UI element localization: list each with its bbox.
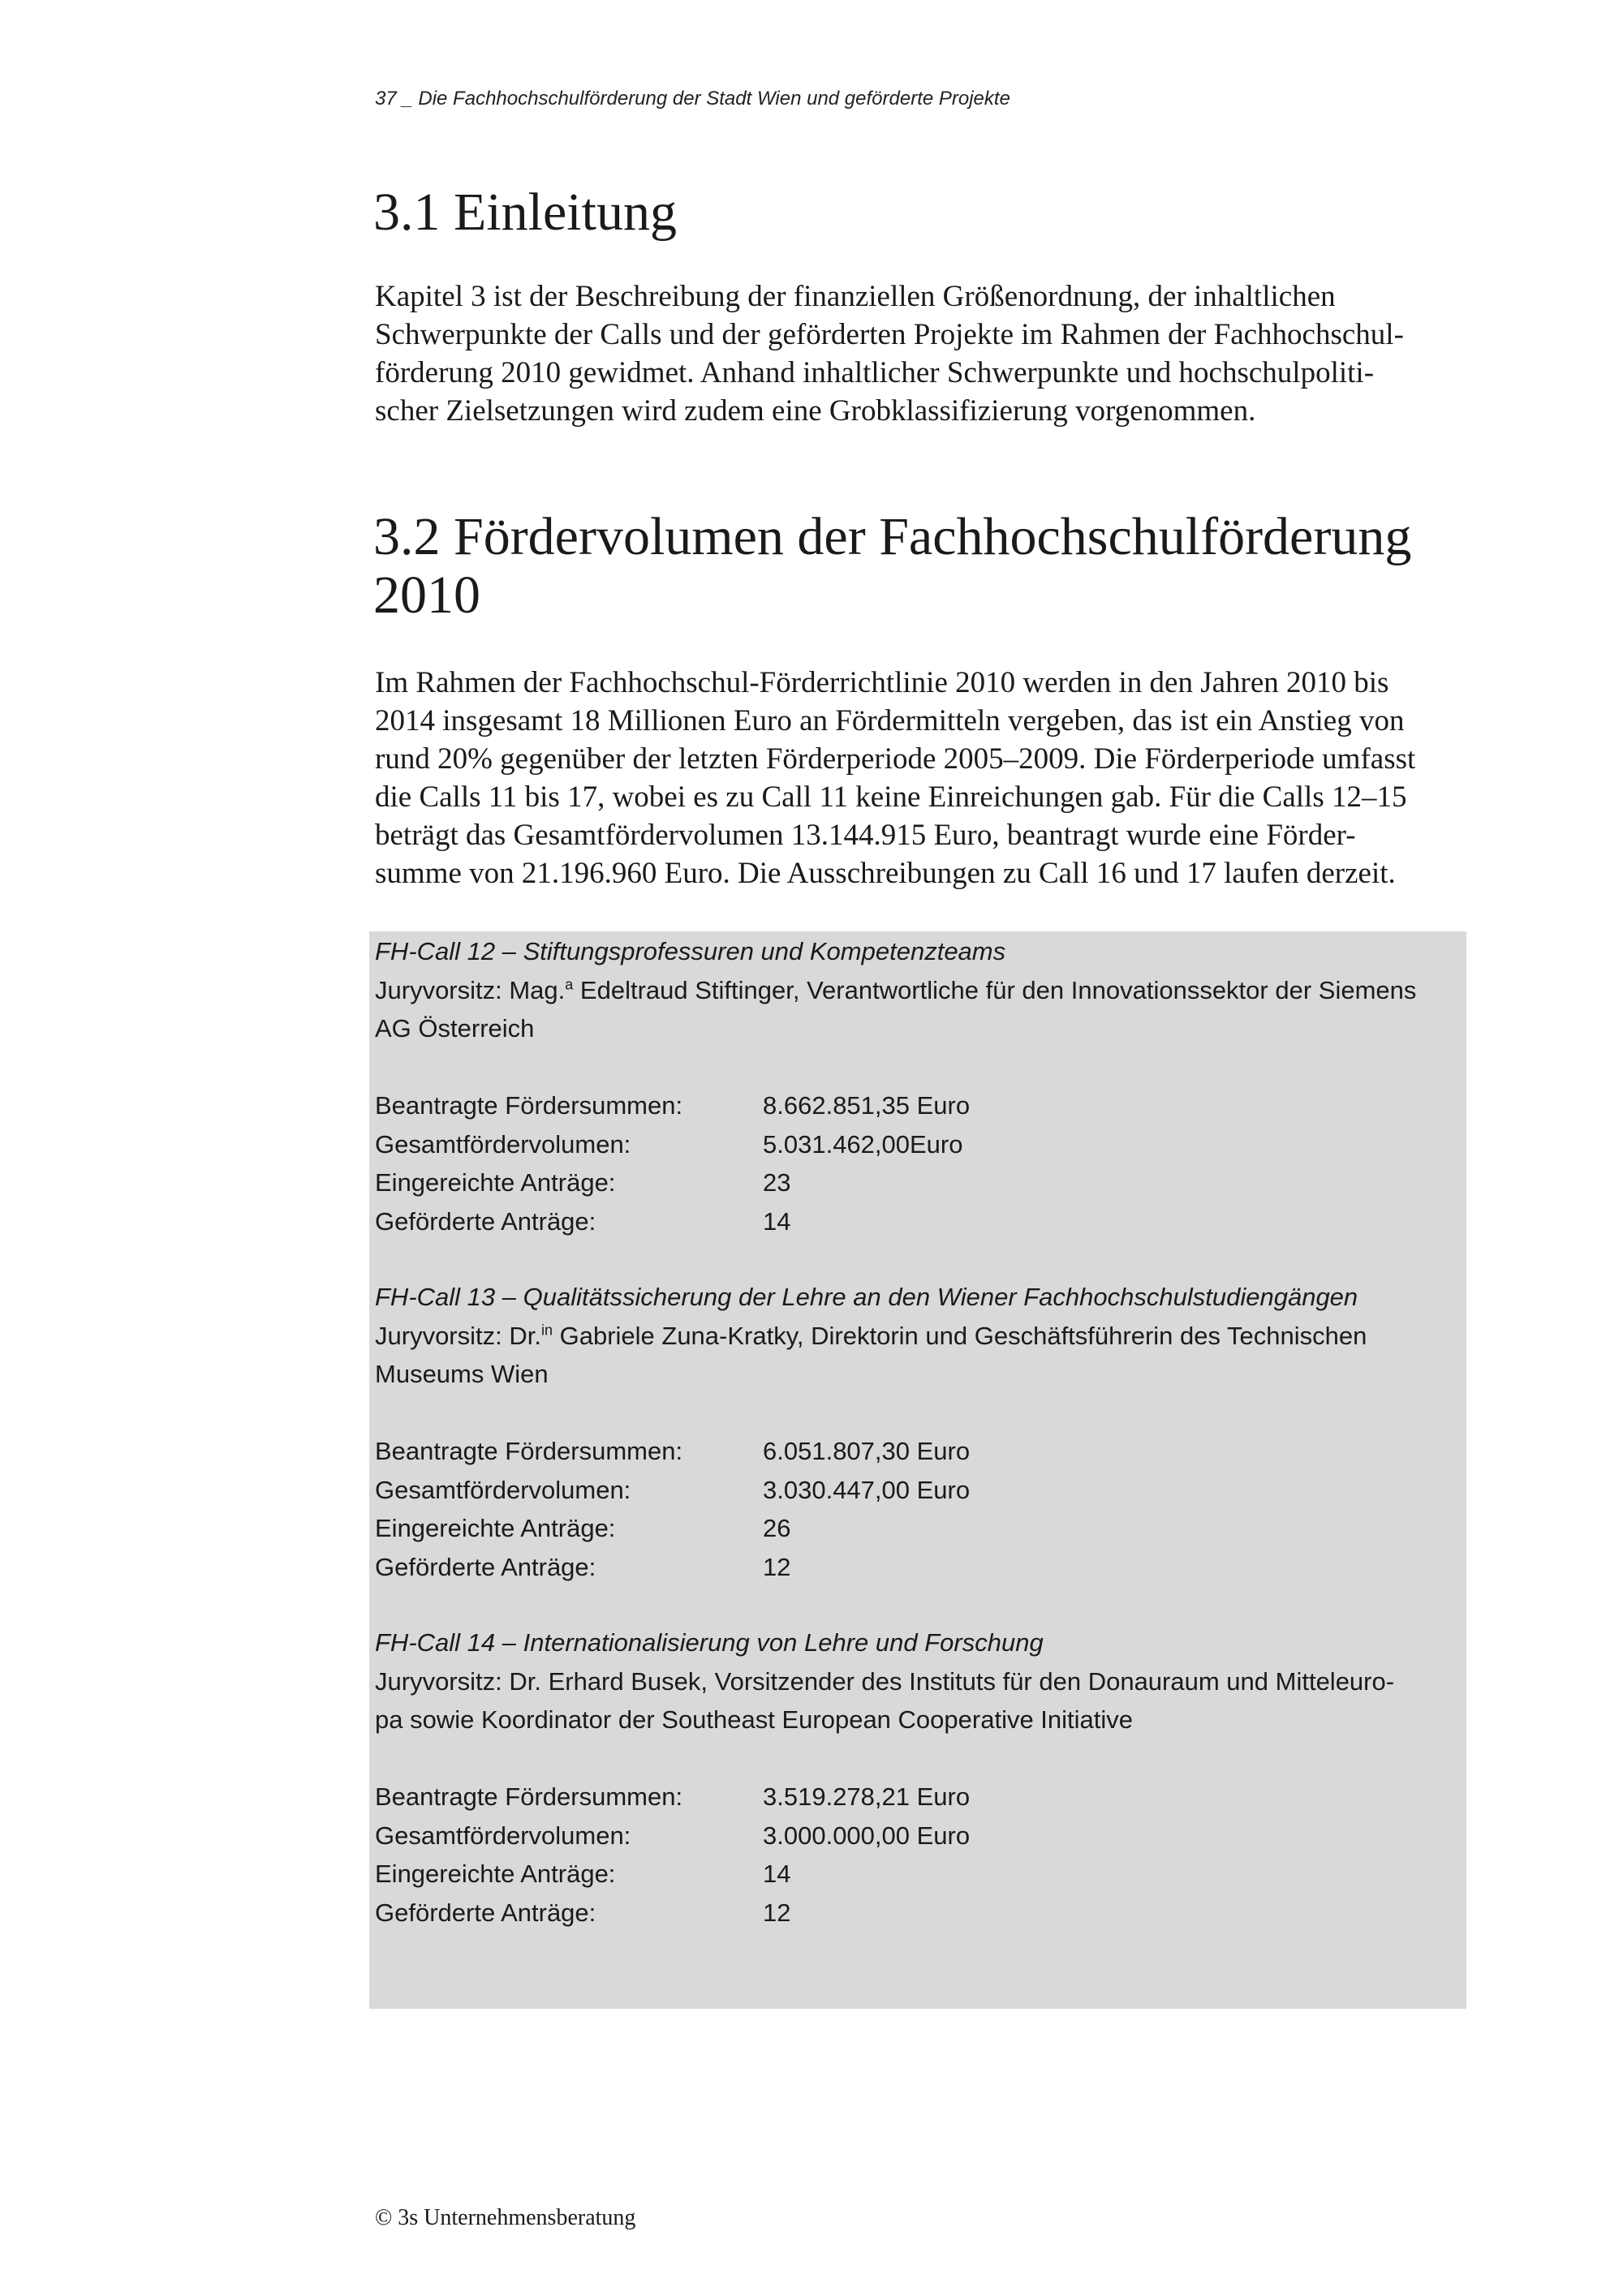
stat-label: Eingereichte Anträge: [375,1860,616,1888]
stat-row [375,1471,1464,1510]
stat-label: Beantragte Fördersummen: [375,1782,683,1811]
stat-label: Gesamtfördervolumen: [375,1821,631,1850]
stat-value: 3.030.447,00 Euro [763,1475,971,1504]
jury-rest: Gabriele Zuna-Kratky, Direktorin und Geschäftsführerin des Technischen [552,1321,1367,1350]
intro-line: Schwerpunkte der Calls und der geförderten Projekte im Rahmen der Fachhochschul- [375,318,1404,351]
jury-prefix: Juryvorsitz: Mag. [375,975,566,1004]
stat-value: 6.051.807,30 Euro [763,1437,971,1465]
calls-info-box [369,931,1466,2009]
stat-label: Gesamtfördervolumen: [375,1129,631,1159]
stat-value: 26 [763,1514,791,1542]
volume-line: rund 20% gegenüber der letzten Förderperiode 2005–2009. Die Förderperiode umfasst [375,742,1416,776]
call-title: FH-Call 14 – Internationalisierung von Lehre und Forschung [375,1628,1044,1657]
stat-row [375,1202,1464,1241]
section-title-line: 3.2 Fördervolumen der Fachhochschulförderung [373,507,1412,566]
section-title-foerdervolumen [373,508,1411,625]
stat-label: Beantragte Fördersummen: [375,1091,683,1120]
stat-value: 5.031.462,00Euro [763,1129,963,1159]
call-block [375,932,1464,1240]
intro-line: scher Zielsetzungen wird zudem eine Grobklassifizierung vorgenommen. [375,394,1256,428]
stat-row [375,1855,1464,1894]
stat-row [375,1086,1464,1125]
section-title-line: 2010 [373,565,480,625]
stat-value: 12 [763,1552,791,1581]
stat-label: Geförderte Anträge: [375,1552,596,1581]
jury-line: Juryvorsitz: Dr. Erhard Busek, Vorsitzender des Instituts für den Donauraum und Mitteleuro- [375,1666,1395,1696]
stat-value: 14 [763,1860,791,1888]
jury-prefix: Juryvorsitz: Dr. [375,1321,541,1350]
stat-label: Geförderte Anträge: [375,1206,596,1236]
volume-line: summe von 21.196.960 Euro. Die Ausschreibungen zu Call 16 und 17 laufen derzeit. [375,857,1396,890]
stat-row [375,1778,1464,1817]
volume-paragraph [375,664,1495,892]
stat-row [375,1432,1464,1471]
jury-line: Museums Wien [375,1360,549,1388]
call-block [375,1623,1464,1932]
stat-value: 23 [763,1168,791,1197]
stat-label: Geförderte Anträge: [375,1898,596,1927]
volume-line: beträgt das Gesamtfördervolumen 13.144.915 Euro, beantragt wurde eine Förder- [375,819,1356,852]
jury-line [375,1317,1464,1356]
stat-label: Gesamtfördervolumen: [375,1475,631,1504]
stat-row [375,1125,1464,1164]
stat-row [375,1817,1464,1855]
jury-rest: Edeltraud Stiftinger, Verantwortliche für den Innovationssektor der Siemens [573,975,1417,1004]
jury-chair [375,1662,1464,1739]
copyright-footer: © 3s Unternehmensberatung [375,2205,636,2230]
jury-title-suffix: in [540,1322,553,1339]
stat-row [375,1509,1464,1548]
stat-label: Eingereichte Anträge: [375,1168,616,1197]
stat-value: 3.519.278,21 Euro [763,1782,971,1811]
call-title: FH-Call 13 – Qualitätssicherung der Lehre an den Wiener Fachhochschulstudiengängen [375,1283,1358,1311]
stat-label: Beantragte Fördersummen: [375,1437,683,1465]
intro-paragraph [375,277,1495,430]
jury-line: AG Österreich [375,1014,535,1043]
volume-line: Im Rahmen der Fachhochschul-Förderrichtlinie 2010 werden in den Jahren 2010 bis [375,666,1389,699]
stat-value: 14 [763,1206,791,1236]
jury-line: pa sowie Koordinator der Southeast European Cooperative Initiative [375,1705,1134,1734]
stat-row [375,1894,1464,1933]
intro-line: förderung 2010 gewidmet. Anhand inhaltlicher Schwerpunkte und hochschulpoliti- [375,356,1375,389]
jury-title-suffix: a [565,976,574,993]
volume-line: 2014 insgesamt 18 Millionen Euro an Fördermitteln vergeben, das ist ein Anstieg von [375,704,1405,737]
stat-value: 3.000.000,00 Euro [763,1821,971,1850]
call-block [375,1278,1464,1586]
jury-chair [375,1317,1464,1394]
call-title: FH-Call 12 – Stiftungsprofessuren und Kompetenzteams [375,937,1006,965]
stat-value: 12 [763,1898,791,1927]
jury-chair [375,971,1464,1048]
section-title-einleitung: 3.1 Einleitung [373,183,677,242]
stat-row [375,1163,1464,1202]
stat-label: Eingereichte Anträge: [375,1514,616,1542]
jury-line [375,971,1464,1010]
volume-line: die Calls 11 bis 17, wobei es zu Call 11 keine Einreichungen gab. Für die Calls 12–15 [375,780,1407,814]
stat-row [375,1548,1464,1587]
intro-line: Kapitel 3 ist der Beschreibung der finanziellen Größenordnung, der inhaltlichen [375,280,1336,313]
stat-value: 8.662.851,35 Euro [763,1091,971,1120]
running-header: 37 _ Die Fachhochschulförderung der Stadt Wien und geförderte Projekte [375,88,1010,110]
